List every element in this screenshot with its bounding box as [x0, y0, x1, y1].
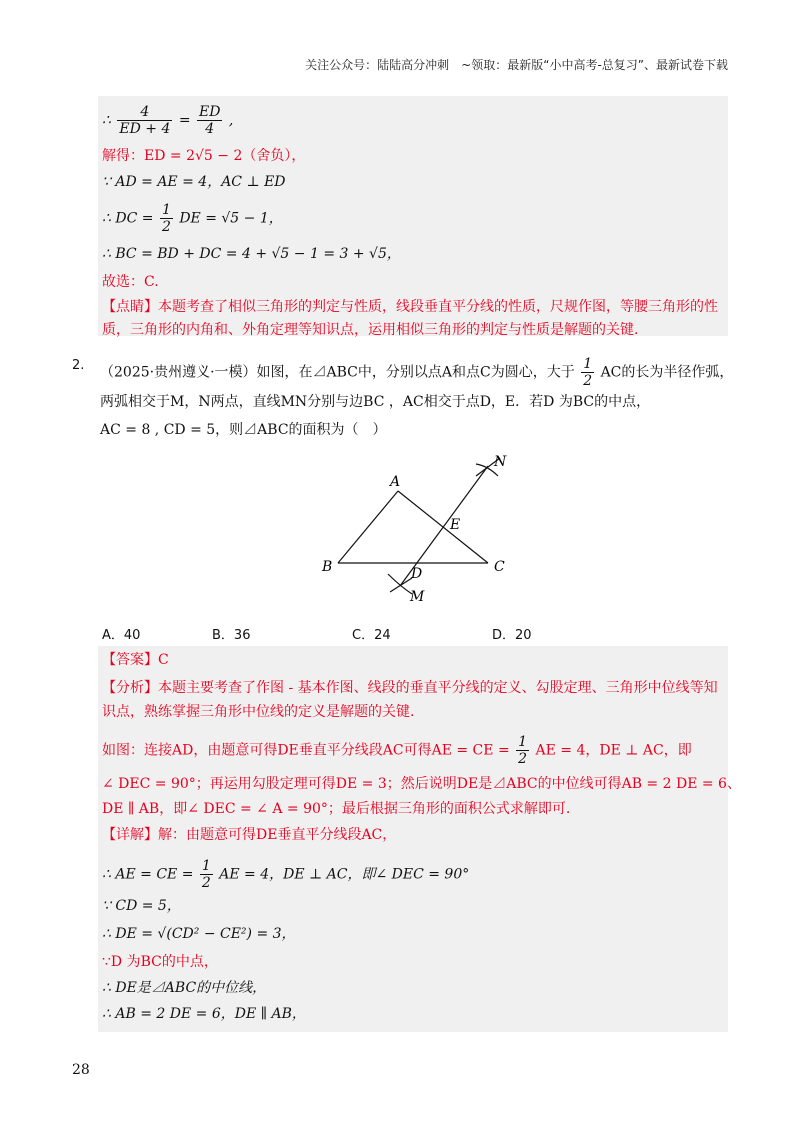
detail-line-5: ∵D 为BC的中点， — [102, 954, 218, 970]
question-line-2: 两弧相交于M，N两点，直线MN分别与边BC ，AC相交于点D，E．若D 为BC的中点， — [100, 394, 651, 410]
label-c: C — [494, 559, 505, 575]
analysis-line-1: 【分析】本题主要考查了作图 - 基本作图、线段的垂直平分线的定义、勾股定理、三角形中位线等知 — [102, 680, 718, 696]
cross-m — [390, 578, 412, 592]
solution-line-1: ∴ $\frac{4}{ED + 4}$ = $\frac{ED}{4}$ , — [102, 104, 234, 137]
solution-line-6: 故选：C. — [102, 274, 159, 290]
detail-line-3: ∵ CD = 5， — [102, 898, 181, 914]
label-n: N — [494, 454, 507, 470]
solution-line-2: 解得：ED = 2√5 − 2（舍负）， — [102, 148, 306, 164]
question-number: 2. — [72, 358, 85, 373]
solution-line-5: ∴ BC = BD + DC = 4 + √5 − 1 = 3 + √5， — [102, 246, 401, 262]
question-line-3: AC = 8 , CD = 5，则⊿ABC的面积为（ ） — [100, 422, 387, 438]
detail-line-4: ∴ DE = √(CD² − CE²) = 3， — [102, 926, 296, 942]
solution-line-3: ∵ AD = AE = 4，AC ⊥ ED — [102, 174, 286, 190]
label-a: A — [390, 474, 401, 490]
option-c: C．24 — [352, 628, 391, 643]
label-e: E — [450, 517, 461, 533]
analysis-line-5: DE ∥ AB，即∠ DEC = ∠ A = 90°；最后根据三角形的面积公式求解即可. — [102, 801, 571, 817]
label-d: D — [411, 566, 423, 582]
triangle-figure — [0, 452, 800, 612]
option-d: D．20 — [492, 628, 532, 643]
page-header: 关注公众号：陆陆高分冲刺 ~领取：最新版“小中高考-总复习”、最新试卷下载 — [305, 58, 728, 72]
solution-note-2: 质，三角形的内角和、外角定理等知识点，运用相似三角形的判定与性质是解题的关键. — [102, 322, 639, 338]
detail-line-1: 【详解】解：由题意可得DE垂直平分线段AC， — [102, 827, 397, 843]
analysis-line-2: 识点，熟练掌握三角形中位线的定义是解题的关键. — [102, 704, 415, 720]
page-number: 28 — [72, 1062, 90, 1078]
option-a: A．40 — [102, 628, 141, 643]
segment-ab — [338, 491, 398, 563]
detail-line-2: ∴ AE = CE = $\frac{1}{2}$ AE = 4，DE ⊥ AC，即∠ DEC = 90° — [102, 858, 470, 891]
label-m: M — [410, 589, 425, 605]
analysis-line-4: ∠ DEC = 90°；再运用勾股定理可得DE = 3；然后说明DE是⊿ABC的中位线可得AB = 2 DE = 6、 — [102, 776, 741, 792]
option-b: B．36 — [212, 628, 251, 643]
label-b: B — [322, 559, 333, 575]
solution-line-4: ∴ DC = $\frac{1}{2}$ DE = √5 − 1， — [102, 202, 283, 235]
detail-line-6: ∴ DE是⊿ABC的中位线， — [102, 980, 267, 996]
detail-line-7: ∴ AB = 2 DE = 6，DE ∥ AB， — [102, 1006, 306, 1022]
question-line-1: （2025·贵州遵义·一模）如图，在⊿ABC中，分别以点A和点C为圆心，大于 $\frac{1}{2}$ AC的长为半径作弧， — [100, 356, 734, 389]
solution-note-1: 【点睛】本题考查了相似三角形的判定与性质，线段垂直平分线的性质，尺规作图，等腰三角形的性 — [102, 299, 718, 315]
answer-line: 【答案】C — [102, 652, 169, 668]
analysis-line-3: 如图：连接AD，由题意可得DE垂直平分线段AC可得AE = CE = $\frac{1}{2}$ AE = 4，DE ⊥ AC，即 — [102, 734, 692, 767]
